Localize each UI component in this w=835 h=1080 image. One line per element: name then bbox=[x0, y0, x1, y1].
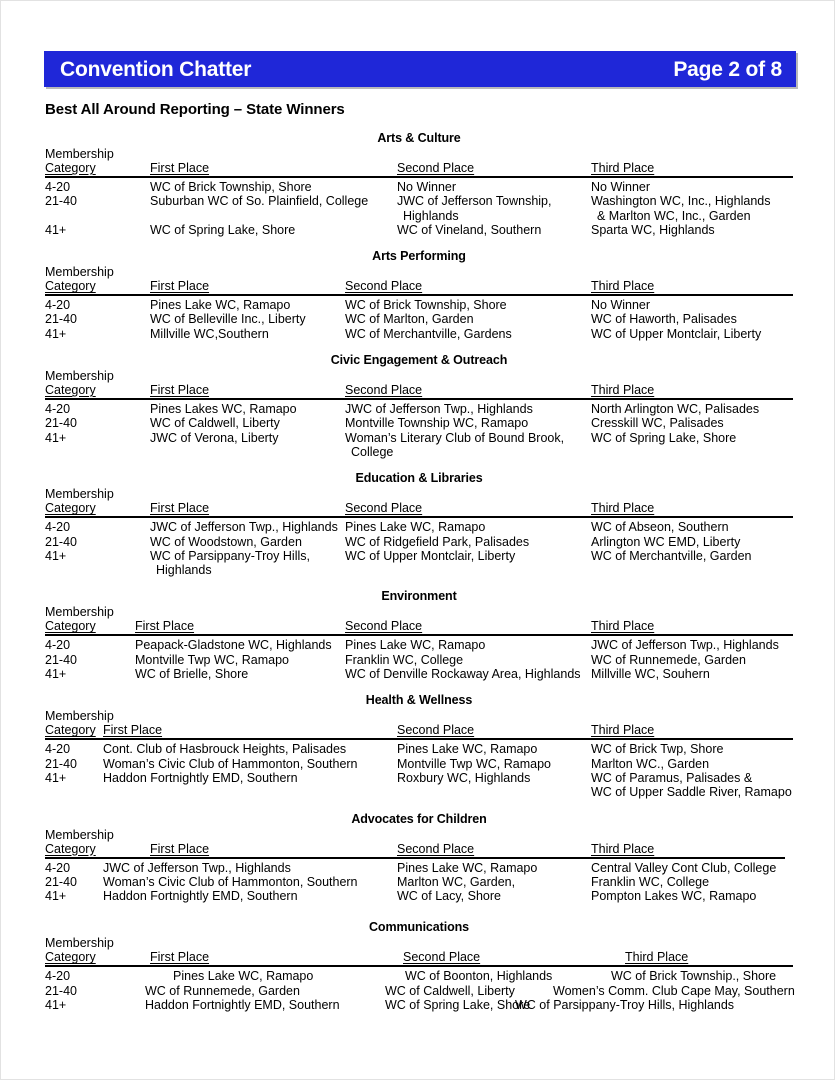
column-header-category: Category bbox=[45, 841, 96, 856]
cell-third-place: WC of Runnemede, Garden bbox=[591, 652, 746, 667]
cell-category: 4-20 bbox=[45, 298, 71, 313]
cell-second-place: WC of Vineland, Southern bbox=[397, 222, 542, 237]
column-header-first-place: First Place bbox=[150, 279, 210, 294]
award-section-education-libraries bbox=[45, 471, 793, 577]
column-header-second-place: Second Place bbox=[345, 279, 423, 294]
cell-second-place: WC of Spring Lake, Shore bbox=[385, 998, 531, 1013]
cell-first-place: Haddon Fortnightly EMD, Southern bbox=[103, 889, 298, 904]
cell-category: 21-40 bbox=[45, 194, 77, 209]
cell-second-place: Woman’s Literary Club of Bound Brook, bbox=[345, 430, 565, 445]
cell-second-place-cont: College bbox=[351, 444, 394, 459]
column-header-first-place: First Place bbox=[150, 841, 210, 856]
cell-first-place: Woman’s Civic Club of Hammonton, Southern bbox=[103, 756, 358, 771]
cell-category: 4-20 bbox=[45, 520, 71, 535]
cell-third-place: WC of Parsippany-Troy Hills, Highlands bbox=[515, 998, 735, 1013]
section-spacer bbox=[45, 681, 793, 693]
award-section-communications bbox=[45, 920, 793, 1012]
column-header-first-place: First Place bbox=[150, 950, 210, 965]
table-header-row bbox=[45, 383, 793, 398]
cell-category: 21-40 bbox=[45, 416, 77, 431]
section-title: Advocates for Children bbox=[351, 811, 487, 826]
award-section-arts-performing bbox=[45, 249, 793, 341]
cell-third-place: WC of Spring Lake, Shore bbox=[591, 430, 737, 445]
cell-third-place: Franklin WC, College bbox=[591, 874, 710, 889]
cell-category: 4-20 bbox=[45, 638, 71, 653]
cell-second-place: No Winner bbox=[397, 180, 457, 194]
cell-first-place: WC of Brielle, Shore bbox=[135, 667, 249, 682]
cell-category: 41+ bbox=[45, 222, 67, 237]
table-header-row bbox=[45, 842, 793, 857]
section-title: Arts Performing bbox=[372, 249, 466, 264]
cell-category: 41+ bbox=[45, 889, 67, 904]
table-header-row bbox=[45, 723, 793, 738]
section-spacer bbox=[45, 903, 793, 920]
header-rule bbox=[45, 965, 793, 967]
table-row-continuation bbox=[45, 445, 793, 459]
table-row bbox=[45, 771, 793, 785]
cell-category: 41+ bbox=[45, 998, 67, 1013]
column-header-third-place: Third Place bbox=[591, 279, 655, 294]
cell-first-place: WC of Woodstown, Garden bbox=[150, 534, 302, 549]
section-title: Education & Libraries bbox=[355, 471, 483, 486]
table-row bbox=[45, 431, 793, 445]
cell-category: 4-20 bbox=[45, 969, 71, 984]
cell-third-place: WC of Paramus, Palisades & bbox=[591, 770, 753, 785]
table-header-row bbox=[45, 619, 793, 634]
column-header-third-place: Third Place bbox=[591, 501, 655, 516]
header-rule bbox=[45, 176, 793, 178]
cell-second-place: WC of Lacy, Shore bbox=[397, 889, 501, 904]
table-row bbox=[45, 298, 793, 312]
cell-second-place: WC of Boonton, Highlands bbox=[405, 969, 553, 984]
cell-category: 41+ bbox=[45, 326, 67, 341]
cell-first-place: Peapack-Gladstone WC, Highlands bbox=[135, 638, 332, 653]
award-section-civic-engagement bbox=[45, 353, 793, 459]
cell-first-place: Haddon Fortnightly EMD, Southern bbox=[145, 998, 340, 1013]
table-row bbox=[45, 667, 793, 681]
table-row bbox=[45, 180, 793, 194]
header-rule bbox=[45, 738, 793, 740]
cell-second-place: JWC of Jefferson Township, bbox=[397, 194, 552, 209]
table-row bbox=[45, 549, 793, 563]
cell-second-place: WC of Ridgefield Park, Palisades bbox=[345, 534, 530, 549]
header-rule bbox=[45, 516, 793, 518]
membership-label: Membership bbox=[45, 147, 114, 161]
award-section-environment bbox=[45, 589, 793, 681]
section-title: Arts & Culture bbox=[377, 131, 461, 145]
table-row bbox=[45, 889, 793, 903]
membership-label: Membership bbox=[45, 265, 114, 280]
cell-second-place: Pines Lake WC, Ramapo bbox=[345, 520, 486, 535]
section-spacer bbox=[45, 341, 793, 353]
cell-first-place: Pines Lake WC, Ramapo bbox=[173, 969, 314, 984]
award-section-arts-culture bbox=[45, 131, 793, 237]
table-row bbox=[45, 402, 793, 416]
table-row-continuation bbox=[45, 785, 793, 799]
table-header-row bbox=[45, 950, 793, 965]
cell-category: 21-40 bbox=[45, 756, 77, 771]
cell-third-place: WC of Abseon, Southern bbox=[591, 520, 729, 535]
section-spacer bbox=[45, 237, 793, 249]
section-spacer bbox=[45, 459, 793, 471]
cell-category: 21-40 bbox=[45, 874, 77, 889]
cell-first-place: Haddon Fortnightly EMD, Southern bbox=[103, 770, 298, 785]
cell-second-place: Franklin WC, College bbox=[345, 652, 464, 667]
cell-third-place: WC of Haworth, Palisades bbox=[591, 312, 737, 327]
cell-second-place: Roxbury WC, Highlands bbox=[397, 770, 531, 785]
column-header-first-place: First Place bbox=[150, 501, 210, 516]
table-row bbox=[45, 520, 793, 534]
cell-third-place: WC of Brick Twp, Shore bbox=[591, 742, 724, 757]
table-row bbox=[45, 312, 793, 326]
page-header-bar bbox=[44, 51, 796, 87]
cell-second-place: Pines Lake WC, Ramapo bbox=[397, 860, 538, 875]
table-row bbox=[45, 638, 793, 652]
cell-first-place: JWC of Jefferson Twp., Highlands bbox=[103, 860, 291, 875]
cell-second-place: WC of Marlton, Garden bbox=[345, 312, 474, 327]
table-row bbox=[45, 327, 793, 341]
cell-first-place: Suburban WC of So. Plainfield, College bbox=[150, 194, 369, 209]
column-header-category: Category bbox=[45, 619, 96, 634]
cell-first-place: Montville Twp WC, Ramapo bbox=[135, 652, 289, 667]
section-title: Environment bbox=[381, 589, 457, 604]
cell-second-place: Pines Lake WC, Ramapo bbox=[397, 742, 538, 757]
column-header-category: Category bbox=[45, 161, 96, 175]
cell-second-place-cont: Highlands bbox=[403, 208, 459, 223]
cell-category: 21-40 bbox=[45, 652, 77, 667]
column-header-third-place: Third Place bbox=[591, 841, 655, 856]
cell-first-place: WC of Caldwell, Liberty bbox=[150, 416, 280, 431]
membership-label: Membership bbox=[45, 827, 114, 842]
cell-category: 4-20 bbox=[45, 742, 71, 757]
table-row bbox=[45, 875, 793, 889]
table-row bbox=[45, 535, 793, 549]
column-header-category: Category bbox=[45, 723, 96, 738]
cell-third-place: WC of Brick Township., Shore bbox=[611, 969, 777, 984]
cell-category: 41+ bbox=[45, 430, 67, 445]
cell-third-place: JWC of Jefferson Twp., Highlands bbox=[591, 638, 779, 653]
column-header-third-place: Third Place bbox=[591, 619, 655, 634]
award-section-advocates-children bbox=[45, 812, 793, 904]
column-header-first-place: First Place bbox=[135, 619, 195, 634]
cell-category: 21-40 bbox=[45, 983, 77, 998]
cell-first-place: Pines Lake WC, Ramapo bbox=[150, 298, 291, 313]
table-row bbox=[45, 742, 793, 756]
cell-third-place: North Arlington WC, Palisades bbox=[591, 402, 760, 417]
table-row bbox=[45, 757, 793, 771]
membership-label: Membership bbox=[45, 369, 114, 384]
table-row bbox=[45, 969, 793, 983]
cell-first-place: WC of Belleville Inc., Liberty bbox=[150, 312, 306, 327]
column-header-category: Category bbox=[45, 501, 96, 516]
cell-first-place: WC of Runnemede, Garden bbox=[145, 983, 300, 998]
cell-third-place: Millville WC, Souhern bbox=[591, 667, 710, 682]
header-rule bbox=[45, 294, 793, 296]
cell-second-place: WC of Denville Rockaway Area, Highlands bbox=[345, 667, 581, 682]
cell-category: 4-20 bbox=[45, 402, 71, 417]
cell-third-place: WC of Merchantville, Garden bbox=[591, 548, 752, 563]
page-title: Best All Around Reporting – State Winners bbox=[45, 101, 345, 118]
cell-third-place: WC of Upper Montclair, Liberty bbox=[591, 326, 762, 341]
cell-third-place-cont: WC of Upper Saddle River, Ramapo bbox=[591, 785, 792, 800]
column-header-first-place: First Place bbox=[150, 161, 210, 175]
cell-third-place: Marlton WC., Garden bbox=[591, 756, 710, 771]
cell-first-place-cont: Highlands bbox=[156, 563, 212, 578]
column-header-second-place: Second Place bbox=[403, 950, 481, 965]
cell-third-place: Women’s Comm. Club Cape May, Southern bbox=[553, 983, 795, 998]
section-title: Communications bbox=[369, 920, 469, 935]
cell-third-place: Washington WC, Inc., Highlands bbox=[591, 194, 771, 209]
column-header-second-place: Second Place bbox=[397, 723, 475, 738]
cell-category: 21-40 bbox=[45, 312, 77, 327]
table-header-row bbox=[45, 501, 793, 516]
membership-label: Membership bbox=[45, 709, 114, 724]
table-row bbox=[45, 653, 793, 667]
table-row bbox=[45, 416, 793, 430]
column-header-second-place: Second Place bbox=[345, 383, 423, 398]
cell-category: 41+ bbox=[45, 770, 67, 785]
cell-category: 4-20 bbox=[45, 860, 71, 875]
table-row bbox=[45, 194, 793, 208]
cell-second-place: WC of Merchantville, Gardens bbox=[345, 326, 512, 341]
membership-label: Membership bbox=[45, 936, 114, 951]
column-header-first-place: First Place bbox=[103, 723, 163, 738]
cell-second-place: Pines Lake WC, Ramapo bbox=[345, 638, 486, 653]
table-header-row bbox=[45, 161, 793, 176]
column-header-second-place: Second Place bbox=[345, 619, 423, 634]
cell-first-place: Cont. Club of Hasbrouck Heights, Palisades bbox=[103, 742, 347, 757]
column-header-first-place: First Place bbox=[150, 383, 210, 398]
section-spacer bbox=[45, 577, 793, 589]
table-row bbox=[45, 998, 793, 1012]
cell-first-place: WC of Brick Township, Shore bbox=[150, 180, 312, 194]
sections-container bbox=[45, 131, 793, 1012]
membership-label: Membership bbox=[45, 487, 114, 502]
cell-third-place: Central Valley Cont Club, College bbox=[591, 860, 777, 875]
cell-third-place-cont: & Marlton WC, Inc., Garden bbox=[597, 208, 751, 223]
cell-first-place: WC of Spring Lake, Shore bbox=[150, 222, 296, 237]
award-section-health-wellness bbox=[45, 693, 793, 799]
column-header-second-place: Second Place bbox=[397, 841, 475, 856]
table-row bbox=[45, 984, 793, 998]
column-header-second-place: Second Place bbox=[345, 501, 423, 516]
cell-second-place: WC of Brick Township, Shore bbox=[345, 298, 507, 313]
cell-first-place: Millville WC,Southern bbox=[150, 326, 269, 341]
cell-second-place: JWC of Jefferson Twp., Highlands bbox=[345, 402, 533, 417]
cell-third-place: Pompton Lakes WC, Ramapo bbox=[591, 889, 757, 904]
cell-second-place: Montville Township WC, Ramapo bbox=[345, 416, 529, 431]
column-header-category: Category bbox=[45, 383, 96, 398]
table-header-row bbox=[45, 279, 793, 294]
newsletter-title: Convention Chatter bbox=[60, 57, 252, 81]
table-row-continuation bbox=[45, 209, 793, 223]
cell-third-place: No Winner bbox=[591, 298, 651, 313]
cell-first-place: JWC of Jefferson Twp., Highlands bbox=[150, 520, 338, 535]
cell-first-place: Woman’s Civic Club of Hammonton, Southern bbox=[103, 874, 358, 889]
cell-third-place: Sparta WC, Highlands bbox=[591, 222, 715, 237]
column-header-category: Category bbox=[45, 279, 96, 294]
cell-category: 41+ bbox=[45, 667, 67, 682]
column-header-third-place: Third Place bbox=[591, 383, 655, 398]
cell-second-place: WC of Caldwell, Liberty bbox=[385, 983, 515, 998]
section-spacer bbox=[45, 800, 793, 812]
section-title: Health & Wellness bbox=[365, 693, 473, 708]
cell-third-place: Arlington WC EMD, Liberty bbox=[591, 534, 741, 549]
column-header-third-place: Third Place bbox=[625, 950, 689, 965]
cell-first-place: Pines Lakes WC, Ramapo bbox=[150, 402, 297, 417]
cell-category: 41+ bbox=[45, 548, 67, 563]
page-number-label: Page 2 of 8 bbox=[673, 57, 782, 81]
table-row-continuation bbox=[45, 563, 793, 577]
column-header-category: Category bbox=[45, 950, 96, 965]
header-rule bbox=[45, 398, 793, 400]
cell-category: 21-40 bbox=[45, 534, 77, 549]
column-header-third-place: Third Place bbox=[591, 161, 655, 175]
cell-first-place: WC of Parsippany-Troy Hills, bbox=[150, 548, 310, 563]
cell-second-place: Montville Twp WC, Ramapo bbox=[397, 756, 551, 771]
cell-third-place: No Winner bbox=[591, 180, 651, 194]
cell-second-place: Marlton WC, Garden, bbox=[397, 874, 516, 889]
header-rule bbox=[45, 634, 793, 636]
cell-first-place: JWC of Verona, Liberty bbox=[150, 430, 279, 445]
membership-label: Membership bbox=[45, 605, 114, 620]
header-rule bbox=[45, 857, 785, 859]
cell-category: 4-20 bbox=[45, 180, 71, 194]
column-header-third-place: Third Place bbox=[591, 723, 655, 738]
table-row bbox=[45, 223, 793, 237]
table-row bbox=[45, 861, 793, 875]
cell-third-place: Cresskill WC, Palisades bbox=[591, 416, 724, 431]
section-title: Civic Engagement & Outreach bbox=[330, 353, 508, 368]
cell-second-place: WC of Upper Montclair, Liberty bbox=[345, 548, 516, 563]
column-header-second-place: Second Place bbox=[397, 161, 475, 175]
